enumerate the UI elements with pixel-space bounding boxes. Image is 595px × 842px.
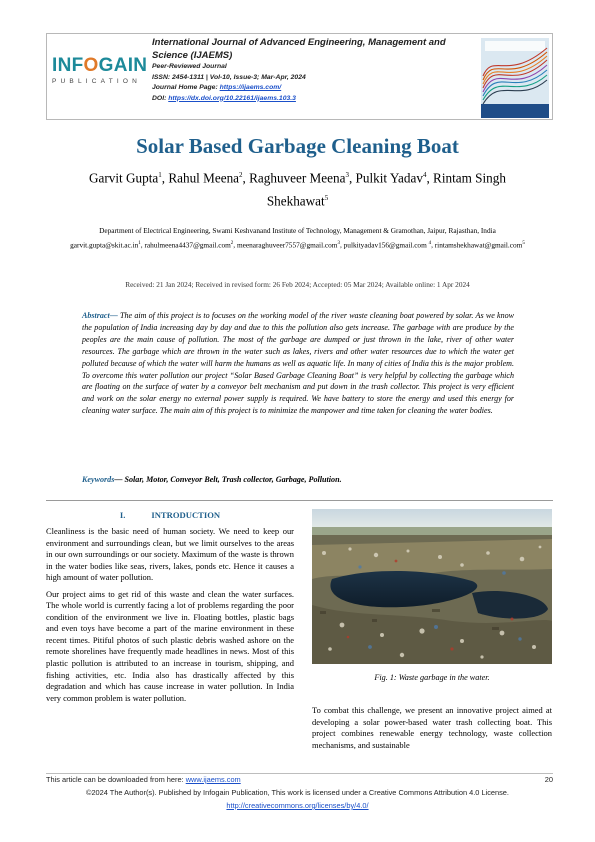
author-name: Rintam Singh Shekhawat bbox=[266, 170, 506, 209]
figure-waste-garbage-photo bbox=[312, 509, 552, 664]
author-email: garvit.gupta@skit.ac.in bbox=[70, 240, 139, 250]
author-name: Rahul Meena bbox=[168, 170, 240, 186]
abstract-heading: Abstract bbox=[82, 311, 110, 320]
author-name: Raghuveer Meena bbox=[249, 170, 346, 186]
section-number: I. bbox=[119, 510, 126, 520]
affiliation-block bbox=[40, 224, 555, 251]
license-text: ©2024 The Author(s). Published by Infogain Publication, This work is licensed under a Creative Commons Attribution 4.0 License. bbox=[86, 788, 509, 797]
left-column-text bbox=[46, 526, 294, 709]
author-name: Garvit Gupta bbox=[89, 170, 159, 186]
abstract-text: The aim of this project is to focuses on the working model of the river waste cleaning boat powered by solar. As we know the population of India increasing day by day and due to this the pollution also gets increase. The garbage with are produce by the peoples are the main cause of pollution. The most of the garbage are dumped or just thrown in the lake, river of other water resources. The garbage which are thrown in the water such as lakes, rivers and other water resources due to which the water get polluted because of which the water will harm the humans as well as aquatic life. In many of cities of India this is the major problem. To overcome this water pollution our project “Solar Based Garbage Cleaning Boat” is very helpful by collecting the garbage which are floating on the surface of water by a conveyor belt mechanism and put down in the trash collector. This project is very efficient and work on the solar energy no external power supply is required. We have battery to store the energy and used this energy for cleaning water surface. The main aim of this project is to minimize the manpower and time taken for cleaning the water bodies. bbox=[82, 311, 514, 416]
footer-download-line: This article can be downloaded from here: www.ijaems.com bbox=[46, 775, 241, 784]
journal-cover-image bbox=[481, 38, 549, 118]
doi-link[interactable]: https://dx.doi.org/10.22161/ijaems.103.3 bbox=[168, 94, 296, 102]
keywords-heading: Keywords bbox=[82, 475, 115, 484]
garbage-water-photo bbox=[312, 509, 552, 664]
author-name: Pulkit Yadav bbox=[355, 170, 423, 186]
peer-reviewed-label: Peer-Reviewed Journal bbox=[152, 63, 227, 70]
paragraph: To combat this challenge, we present an innovative project aimed at developing a solar power-based water trash collecting boat. This project combines renewable energy technology, waste collection mechanisms, and sustainable bbox=[312, 705, 552, 750]
author-emails: $garvit.gupta@skit.ac.in^1$, rahulmeena4437@gmail.com$^2$, meenaraghuveer7557@gmail.com$^3$, pulkityadav156@gmail.com $^4$, rintamshekhawat@gmail.com$^5$ bbox=[70, 240, 525, 250]
doi-line: DOI: https://dx.doi.org/10.22161/ijaems.103.3 bbox=[152, 94, 296, 102]
journal-title: International Journal of Advanced Engineering, Management and Science (IJAEMS) bbox=[152, 37, 446, 61]
footer-divider bbox=[46, 773, 553, 774]
creative-commons-link[interactable]: http://creativecommons.org/licenses/by/4.0/ bbox=[226, 801, 369, 810]
section-title: INTRODUCTION bbox=[151, 510, 221, 520]
paragraph: Our project aims to get rid of this waste and clean the water surfaces. The whole world is currently facing a lot of problems regarding the poor condition of the environment we live in. Floating bottles, plastic bags and even toys have become a part of the marine environment in these recent times. Pitiful photos of such plastic debris washed ashore on the remote shorelines have frequently made headlines in news. Most of this plastic pollution is attributed to an increase in tourism, shipping, and fishing activities, etc. India also has drastically affected by this degradation and which has cause increase in water pollution. In India very common problem is water pollution. bbox=[46, 588, 294, 703]
paragraph: Cleanliness is the basic need of human society. We need to keep our environment and surroundings clean, but we limit ourselves to the areas in our own surroundings or our society. Maximum of the waste is thrown in the water bodies like seas, rivers, lakes, ponds etc. Hence it causes a high amount of water pollution. bbox=[46, 526, 294, 583]
journal-info bbox=[152, 37, 470, 104]
abstract: Abstract— The aim of this project is to focuses on the working model of the river waste cleaning boat powered by solar. As we know the population of India increasing day by day and due to this the pollution also gets increase. The garbage with are produce by the peoples are the main cause of pollution. The most of the garbage are dumped or just thrown in the lake, river of other water resources. The garbage which are thrown in the water such as lakes, rivers and other water resources due to which the water get polluted because of which the water will harm the humans as well as aquatic life. In many of cities of India this is the major problem. To overcome this water pollution our project “Solar Based Garbage Cleaning Boat” is very helpful by collecting the garbage which are floating on the surface of water by a conveyor belt mechanism and put down in the trash collector. This project is very efficient and work on the solar energy no external power supply is required. We have battery to store the energy and used this energy for cleaning water surface. The main aim of this project is to minimize the manpower and time taken for cleaning the water bodies. bbox=[82, 311, 514, 416]
infogain-logo: INFOGAIN PUBLICATION bbox=[52, 55, 148, 85]
affiliation: Department of Electrical Engineering, Swami Keshvanand Institute of Technology, Management & Gramothan, Jaipur, Rajasthan, India bbox=[99, 226, 496, 235]
author-email: pulkityadav156@gmail.com bbox=[343, 240, 429, 250]
section-heading bbox=[46, 510, 294, 520]
author-email: meenaraghuveer7557@gmail.com bbox=[236, 240, 338, 250]
download-link[interactable]: www.ijaems.com bbox=[185, 775, 241, 784]
figure-caption: Fig. 1: Waste garbage in the water. bbox=[374, 673, 490, 682]
keywords bbox=[82, 475, 514, 484]
author-list: Garvit Gupta$^1$, Rahul Meena$^2$, Raghuveer Meena$^3$, Pulkit Yadav$^4$, Rintam Singh Shekhawat$^5$ bbox=[89, 170, 506, 209]
author-email: rahulmeena4437@gmail.com bbox=[144, 240, 231, 250]
author-email: rintamshekhawat@gmail.com bbox=[434, 240, 523, 250]
right-column-text bbox=[312, 705, 552, 751]
homepage-line: Journal Home Page: https://ijaems.com/ bbox=[152, 84, 282, 91]
paper-title: Solar Based Garbage Cleaning Boat bbox=[136, 134, 459, 158]
section-divider bbox=[46, 500, 553, 501]
issn-line: ISSN: 2454-1311 | Vol-10, Issue-3; Mar-Apr, 2024 bbox=[152, 73, 306, 81]
keywords-text: — Solar, Motor, Conveyor Belt, Trash collector, Garbage, Pollution. bbox=[114, 475, 342, 484]
journal-cover-art bbox=[481, 38, 549, 118]
homepage-link[interactable]: https://ijaems.com/ bbox=[219, 84, 282, 91]
received-dates: Received: 21 Jan 2024; Received in revised form: 26 Feb 2024; Accepted: 05 Mar 2024; Available online: 1 Apr 2024 bbox=[125, 280, 470, 289]
page-number: 20 bbox=[544, 775, 553, 784]
license-link-line bbox=[0, 801, 595, 810]
